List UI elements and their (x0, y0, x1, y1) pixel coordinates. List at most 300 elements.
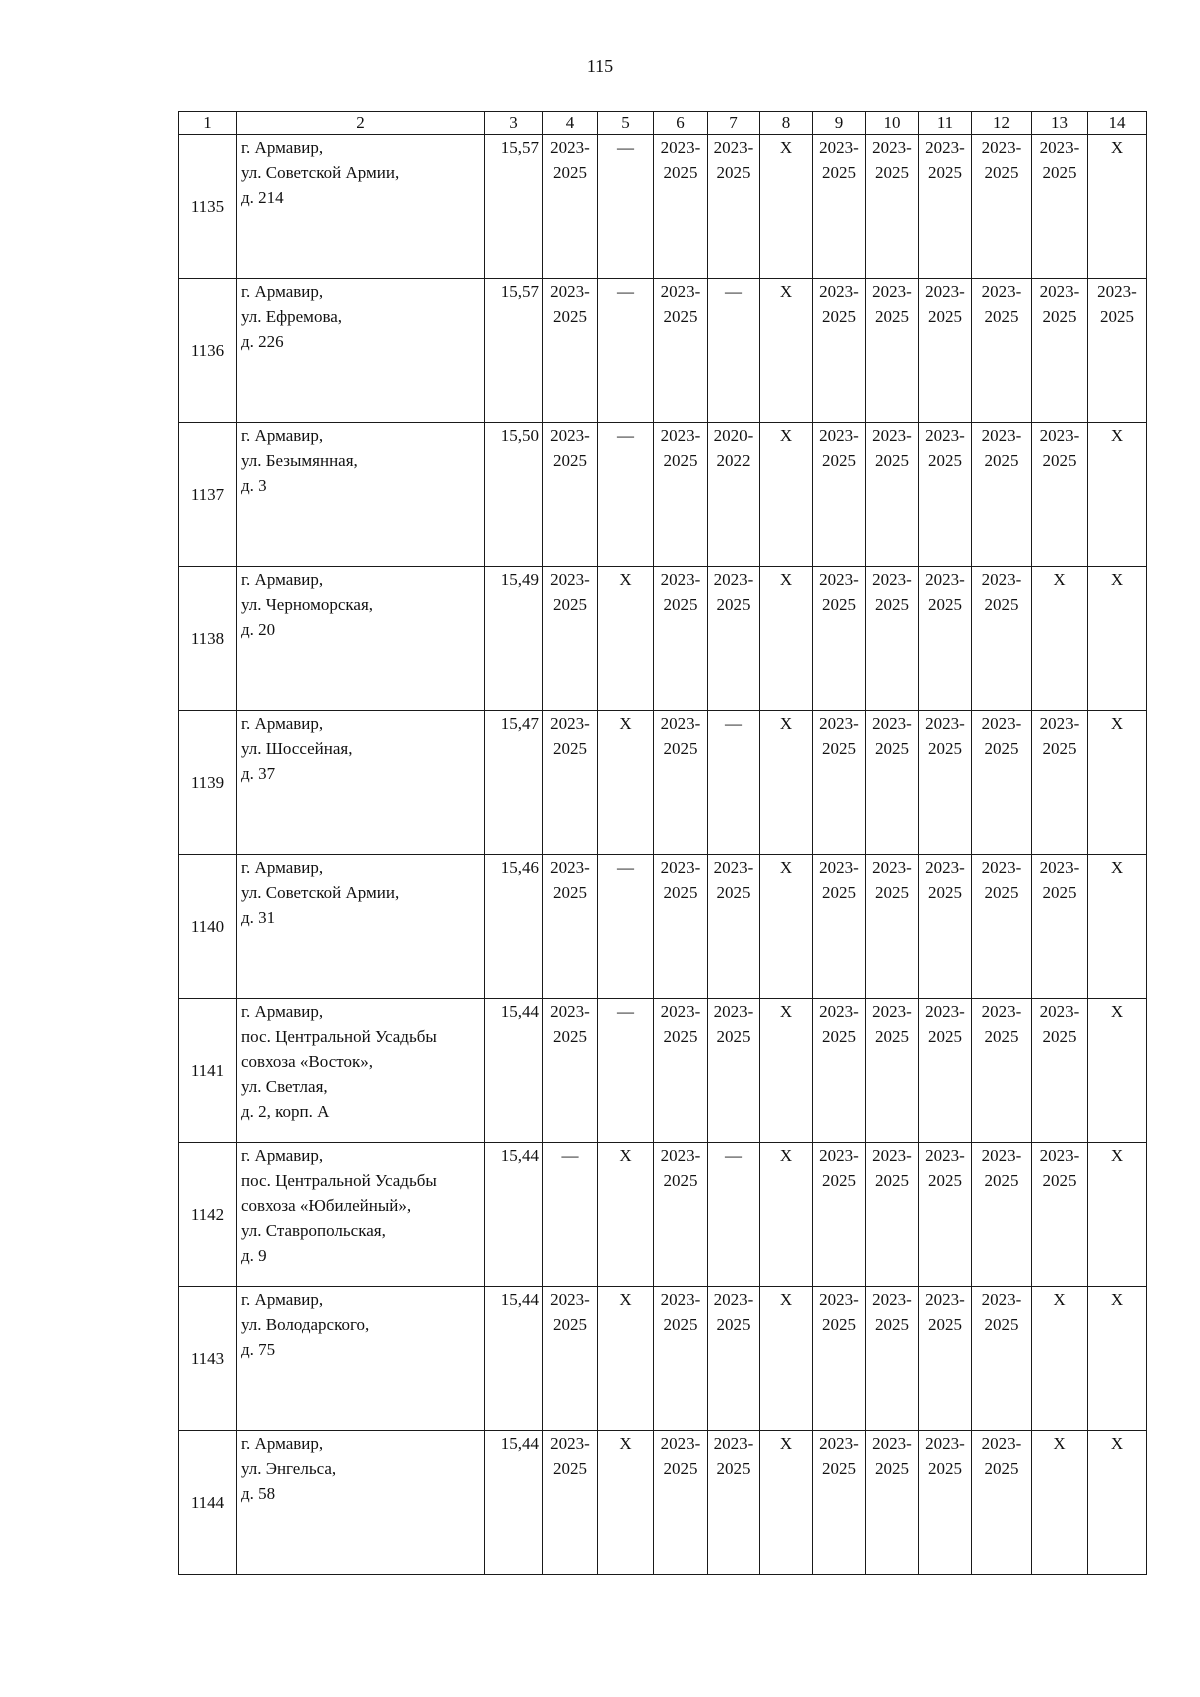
period-cell-col-14 (1088, 423, 1147, 567)
period-line: 2025 (875, 1459, 909, 1478)
period-cell-col-8 (760, 423, 813, 567)
period-line: 2023- (819, 282, 859, 301)
row-number: 1136 (179, 279, 237, 423)
period-line: 2023- (872, 570, 912, 589)
period-line: 2025 (984, 739, 1019, 758)
address-line: совхоза «Юбилейный», (241, 1196, 412, 1215)
period-line: — (617, 1002, 634, 1021)
period-cell-col-9 (813, 135, 866, 279)
table-row (179, 1431, 1147, 1575)
period-line: 2025 (553, 163, 587, 182)
period-line: 2025 (984, 163, 1019, 182)
address-line: г. Армавир, (241, 858, 324, 877)
period-line: 2023- (981, 1434, 1022, 1453)
period-line: 2025 (822, 1027, 856, 1046)
period-cell-col-11 (919, 279, 972, 423)
period-cell-col-9 (813, 999, 866, 1143)
period-cell-col-4 (543, 1143, 598, 1287)
period-line: 2025 (928, 1027, 962, 1046)
period-line: 2023- (550, 426, 590, 445)
period-line: 2025 (875, 883, 909, 902)
period-line: 2023- (660, 138, 701, 157)
value-cell: 15,47 (485, 711, 543, 855)
table-row (179, 279, 1147, 423)
period-line: — (617, 426, 634, 445)
period-line: X (1110, 1002, 1124, 1021)
table-row (179, 135, 1147, 279)
period-line: 2023- (713, 570, 754, 589)
address-line: г. Армавир, (241, 282, 324, 301)
period-cell-col-11 (919, 855, 972, 999)
period-line: 2023- (925, 282, 965, 301)
period-line: 2023- (550, 138, 590, 157)
period-line: 2025 (822, 1315, 856, 1334)
period-cell-col-13 (1032, 1287, 1088, 1431)
period-cell-col-6 (654, 999, 708, 1143)
period-line: X (779, 1434, 793, 1453)
period-cell-col-4 (543, 423, 598, 567)
column-header-13: 13 (1032, 112, 1088, 135)
period-cell-col-7 (708, 1287, 760, 1431)
address-line: д. 3 (241, 476, 267, 495)
period-cell-col-14 (1088, 135, 1147, 279)
column-number-row (179, 112, 1147, 135)
address-cell (237, 1431, 485, 1575)
period-line: 2025 (822, 739, 856, 758)
column-header-1: 1 (179, 112, 237, 135)
period-line: X (1110, 858, 1124, 877)
period-line: 2023- (1039, 1002, 1080, 1021)
period-cell-col-9 (813, 279, 866, 423)
period-cell-col-8 (760, 855, 813, 999)
table-row (179, 999, 1147, 1143)
period-line: 2023- (713, 1434, 754, 1453)
period-line: 2025 (928, 883, 962, 902)
period-cell-col-8 (760, 1287, 813, 1431)
period-cell-col-12 (972, 999, 1032, 1143)
period-cell-col-7 (708, 567, 760, 711)
period-line: 2023- (1039, 138, 1080, 157)
period-cell-col-13 (1032, 279, 1088, 423)
period-cell-col-6 (654, 1143, 708, 1287)
period-line: X (779, 570, 793, 589)
period-line: 2025 (875, 163, 909, 182)
period-cell-col-5 (598, 1287, 654, 1431)
period-line: 2023- (550, 714, 590, 733)
period-line: 2023- (1039, 1146, 1080, 1165)
period-line: 2023- (925, 570, 965, 589)
column-header-5: 5 (598, 112, 654, 135)
period-line: 2023- (713, 858, 754, 877)
address-cell (237, 423, 485, 567)
address-line: ул. Безымянная, (241, 451, 358, 470)
period-line: 2023- (872, 282, 912, 301)
value-cell: 15,44 (485, 999, 543, 1143)
period-line: 2023- (981, 1290, 1022, 1309)
column-header-10: 10 (866, 112, 919, 135)
period-line: 2025 (984, 1171, 1019, 1190)
period-line: 2025 (822, 163, 856, 182)
period-cell-col-11 (919, 1287, 972, 1431)
row-number: 1135 (179, 135, 237, 279)
column-header-11: 11 (919, 112, 972, 135)
period-line: X (779, 1002, 793, 1021)
address-line: д. 75 (241, 1340, 276, 1359)
value-cell: 15,49 (485, 567, 543, 711)
period-line: X (619, 1146, 632, 1165)
address-line: г. Армавир, (241, 426, 324, 445)
period-line: X (779, 714, 793, 733)
period-line: X (779, 1290, 793, 1309)
period-cell-col-4 (543, 135, 598, 279)
period-cell-col-13 (1032, 855, 1088, 999)
period-line: 2023- (925, 1146, 965, 1165)
table-row (179, 567, 1147, 711)
period-line: 2023- (1097, 282, 1137, 301)
period-line: 2023- (981, 1002, 1022, 1021)
period-line: 2025 (875, 451, 909, 470)
period-line: — (617, 138, 634, 157)
period-line: 2025 (716, 1315, 751, 1334)
period-cell-col-7 (708, 855, 760, 999)
address-line: совхоза «Восток», (241, 1052, 373, 1071)
column-header-2: 2 (237, 112, 485, 135)
period-cell-col-6 (654, 423, 708, 567)
period-line: 2025 (928, 1459, 962, 1478)
period-line: 2025 (875, 739, 909, 758)
period-line: 2023- (660, 282, 701, 301)
period-line: X (1053, 1290, 1066, 1309)
period-cell-col-7 (708, 135, 760, 279)
period-line: 2025 (663, 451, 698, 470)
period-line: 2023- (925, 858, 965, 877)
period-line: 2025 (822, 1459, 856, 1478)
period-line: 2023- (713, 138, 754, 157)
period-cell-col-6 (654, 135, 708, 279)
period-line: X (1110, 714, 1124, 733)
address-cell (237, 135, 485, 279)
period-cell-col-10 (866, 999, 919, 1143)
period-cell-col-8 (760, 135, 813, 279)
period-cell-col-5 (598, 135, 654, 279)
period-line: 2025 (984, 883, 1019, 902)
period-line: X (1110, 570, 1124, 589)
period-line: 2025 (822, 883, 856, 902)
period-cell-col-12 (972, 855, 1032, 999)
period-line: 2023- (872, 1146, 912, 1165)
period-line: 2023- (925, 1434, 965, 1453)
period-line: 2023- (981, 858, 1022, 877)
period-line: 2023- (925, 138, 965, 157)
row-number: 1138 (179, 567, 237, 711)
period-line: X (1110, 1434, 1124, 1453)
period-line: X (1110, 1146, 1124, 1165)
column-header-6: 6 (654, 112, 708, 135)
period-cell-col-12 (972, 279, 1032, 423)
period-line: 2023- (550, 1290, 590, 1309)
period-line: 2025 (553, 307, 587, 326)
period-line: 2025 (553, 883, 587, 902)
period-line: 2023- (872, 138, 912, 157)
table-row (179, 855, 1147, 999)
period-cell-col-9 (813, 1287, 866, 1431)
period-line: 2023- (550, 1002, 590, 1021)
address-cell (237, 1143, 485, 1287)
row-number: 1140 (179, 855, 237, 999)
table-row (179, 711, 1147, 855)
period-line: 2023- (1039, 858, 1080, 877)
period-line: 2025 (984, 1459, 1019, 1478)
period-line: 2023- (660, 858, 701, 877)
period-line: 2023- (872, 858, 912, 877)
address-line: ул. Советской Армии, (241, 163, 400, 182)
period-line: 2025 (553, 1459, 587, 1478)
period-cell-col-10 (866, 423, 919, 567)
period-cell-col-11 (919, 135, 972, 279)
period-cell-col-13 (1032, 711, 1088, 855)
period-line: 2025 (663, 1027, 698, 1046)
period-line: 2023- (925, 714, 965, 733)
column-header-4: 4 (543, 112, 598, 135)
column-header-8: 8 (760, 112, 813, 135)
period-cell-col-7 (708, 423, 760, 567)
period-cell-col-14 (1088, 279, 1147, 423)
period-line: 2025 (822, 595, 856, 614)
period-cell-col-6 (654, 279, 708, 423)
period-line: 2025 (663, 163, 698, 182)
period-cell-col-8 (760, 279, 813, 423)
period-line: — (725, 282, 742, 301)
period-cell-col-10 (866, 711, 919, 855)
address-line: д. 226 (241, 332, 284, 351)
period-line: 2023- (872, 714, 912, 733)
period-cell-col-4 (543, 855, 598, 999)
period-line: — (561, 1146, 579, 1165)
period-line: 2025 (553, 451, 587, 470)
period-line: 2025 (875, 1171, 909, 1190)
period-cell-col-5 (598, 567, 654, 711)
period-cell-col-7 (708, 999, 760, 1143)
period-cell-col-10 (866, 1143, 919, 1287)
address-cell (237, 279, 485, 423)
column-header-14: 14 (1088, 112, 1147, 135)
period-line: 2025 (984, 451, 1019, 470)
period-cell-col-6 (654, 1431, 708, 1575)
period-line: X (619, 1290, 632, 1309)
period-line: — (617, 858, 634, 877)
period-line: 2023- (660, 570, 701, 589)
period-cell-col-11 (919, 423, 972, 567)
address-line: г. Армавир, (241, 714, 324, 733)
period-line: 2023- (872, 1290, 912, 1309)
column-header-3: 3 (485, 112, 543, 135)
value-cell: 15,44 (485, 1287, 543, 1431)
period-cell-col-7 (708, 711, 760, 855)
address-line: г. Армавир, (241, 1146, 324, 1165)
period-line: 2025 (875, 1027, 909, 1046)
period-line: 2023- (660, 1002, 701, 1021)
period-line: X (1110, 1290, 1124, 1309)
period-cell-col-14 (1088, 567, 1147, 711)
period-line: 2023- (981, 570, 1022, 589)
period-line: 2023- (819, 1290, 859, 1309)
table-row (179, 1143, 1147, 1287)
period-line: 2025 (663, 1171, 698, 1190)
period-line: 2025 (553, 1315, 587, 1334)
period-cell-col-13 (1032, 423, 1088, 567)
period-line: 2023- (872, 1434, 912, 1453)
table-row (179, 423, 1147, 567)
address-line: ул. Черноморская, (241, 595, 374, 614)
period-cell-col-5 (598, 855, 654, 999)
period-line: 2023- (981, 282, 1022, 301)
period-line: X (779, 282, 793, 301)
period-line: X (779, 858, 793, 877)
period-line: 2023- (819, 570, 859, 589)
period-line: 2025 (663, 1315, 698, 1334)
period-cell-col-14 (1088, 855, 1147, 999)
row-number: 1142 (179, 1143, 237, 1287)
address-line: г. Армавир, (241, 1434, 324, 1453)
period-line: X (779, 426, 793, 445)
period-line: 2025 (553, 739, 587, 758)
period-line: X (619, 714, 632, 733)
period-line: 2025 (984, 595, 1019, 614)
period-line: 2025 (875, 307, 909, 326)
period-line: 2025 (928, 595, 962, 614)
period-line: 2025 (1042, 883, 1077, 902)
period-cell-col-7 (708, 279, 760, 423)
period-line: 2025 (984, 1315, 1019, 1334)
period-line: X (619, 1434, 632, 1453)
period-cell-col-4 (543, 279, 598, 423)
period-cell-col-10 (866, 1431, 919, 1575)
period-cell-col-13 (1032, 999, 1088, 1143)
period-cell-col-8 (760, 567, 813, 711)
value-cell: 15,44 (485, 1143, 543, 1287)
period-line: X (1053, 1434, 1066, 1453)
period-line: 2023- (550, 858, 590, 877)
table-body (179, 135, 1147, 1575)
period-cell-col-13 (1032, 135, 1088, 279)
period-line: 2025 (663, 1459, 698, 1478)
period-line: 2025 (553, 1027, 587, 1046)
period-line: 2025 (928, 739, 962, 758)
address-line: ул. Шоссейная, (241, 739, 353, 758)
period-line: 2025 (822, 1171, 856, 1190)
table-row (179, 1287, 1147, 1431)
period-line: 2025 (663, 595, 698, 614)
period-line: 2023- (1039, 426, 1080, 445)
period-line: 2025 (984, 1027, 1019, 1046)
period-line: 2025 (553, 595, 587, 614)
period-cell-col-5 (598, 423, 654, 567)
period-line: — (725, 1146, 742, 1165)
period-line: 2025 (928, 1315, 962, 1334)
period-cell-col-9 (813, 567, 866, 711)
period-cell-col-11 (919, 1143, 972, 1287)
period-line: 2025 (875, 595, 909, 614)
address-line: ул. Советской Армии, (241, 883, 400, 902)
address-line: д. 9 (241, 1246, 267, 1265)
period-line: 2023- (819, 1002, 859, 1021)
period-cell-col-8 (760, 1431, 813, 1575)
period-cell-col-5 (598, 1431, 654, 1575)
period-line: X (779, 138, 793, 157)
period-line: 2023- (981, 1146, 1022, 1165)
period-cell-col-9 (813, 423, 866, 567)
period-cell-col-12 (972, 1287, 1032, 1431)
period-cell-col-12 (972, 1143, 1032, 1287)
period-line: 2023- (819, 1146, 859, 1165)
period-line: 2025 (822, 451, 856, 470)
period-cell-col-10 (866, 855, 919, 999)
period-line: 2023- (550, 1434, 590, 1453)
period-cell-col-6 (654, 855, 708, 999)
period-line: 2023- (819, 426, 859, 445)
period-line: 2025 (663, 739, 698, 758)
address-line: пос. Центральной Усадьбы (241, 1027, 437, 1046)
period-cell-col-10 (866, 567, 919, 711)
row-number: 1144 (179, 1431, 237, 1575)
period-cell-col-5 (598, 711, 654, 855)
column-header-7: 7 (708, 112, 760, 135)
period-line: 2023- (981, 138, 1022, 157)
housing-registry-table (178, 111, 1147, 1575)
address-line: ул. Светлая, (241, 1077, 328, 1096)
period-line: 2025 (928, 1171, 962, 1190)
row-number: 1137 (179, 423, 237, 567)
address-cell (237, 855, 485, 999)
period-cell-col-11 (919, 567, 972, 711)
period-line: 2020- (713, 426, 754, 445)
period-cell-col-9 (813, 711, 866, 855)
period-line: 2025 (1042, 163, 1077, 182)
period-line: 2025 (1042, 739, 1077, 758)
address-line: д. 20 (241, 620, 276, 639)
period-line: 2025 (716, 595, 751, 614)
period-line: 2023- (819, 858, 859, 877)
period-cell-col-4 (543, 567, 598, 711)
period-cell-col-11 (919, 711, 972, 855)
period-line: 2025 (984, 307, 1019, 326)
period-cell-col-8 (760, 1143, 813, 1287)
period-line: X (619, 570, 632, 589)
period-cell-col-9 (813, 1431, 866, 1575)
period-cell-col-14 (1088, 1143, 1147, 1287)
address-cell (237, 999, 485, 1143)
value-cell: 15,46 (485, 855, 543, 999)
address-line: г. Армавир, (241, 1290, 324, 1309)
address-line: ул. Володарского, (241, 1315, 370, 1334)
period-line: 2023- (660, 1290, 701, 1309)
period-cell-col-12 (972, 135, 1032, 279)
address-cell (237, 1287, 485, 1431)
period-line: 2025 (1100, 307, 1134, 326)
address-line: г. Армавир, (241, 1002, 324, 1021)
period-cell-col-13 (1032, 1431, 1088, 1575)
period-line: 2025 (928, 451, 962, 470)
period-cell-col-12 (972, 711, 1032, 855)
period-line: 2023- (1039, 282, 1080, 301)
period-line: 2025 (716, 1027, 751, 1046)
address-line: ул. Энгельса, (241, 1459, 337, 1478)
period-line: — (617, 282, 634, 301)
period-line: 2022 (716, 451, 751, 470)
period-line: — (725, 714, 742, 733)
period-cell-col-10 (866, 1287, 919, 1431)
column-header-12: 12 (972, 112, 1032, 135)
